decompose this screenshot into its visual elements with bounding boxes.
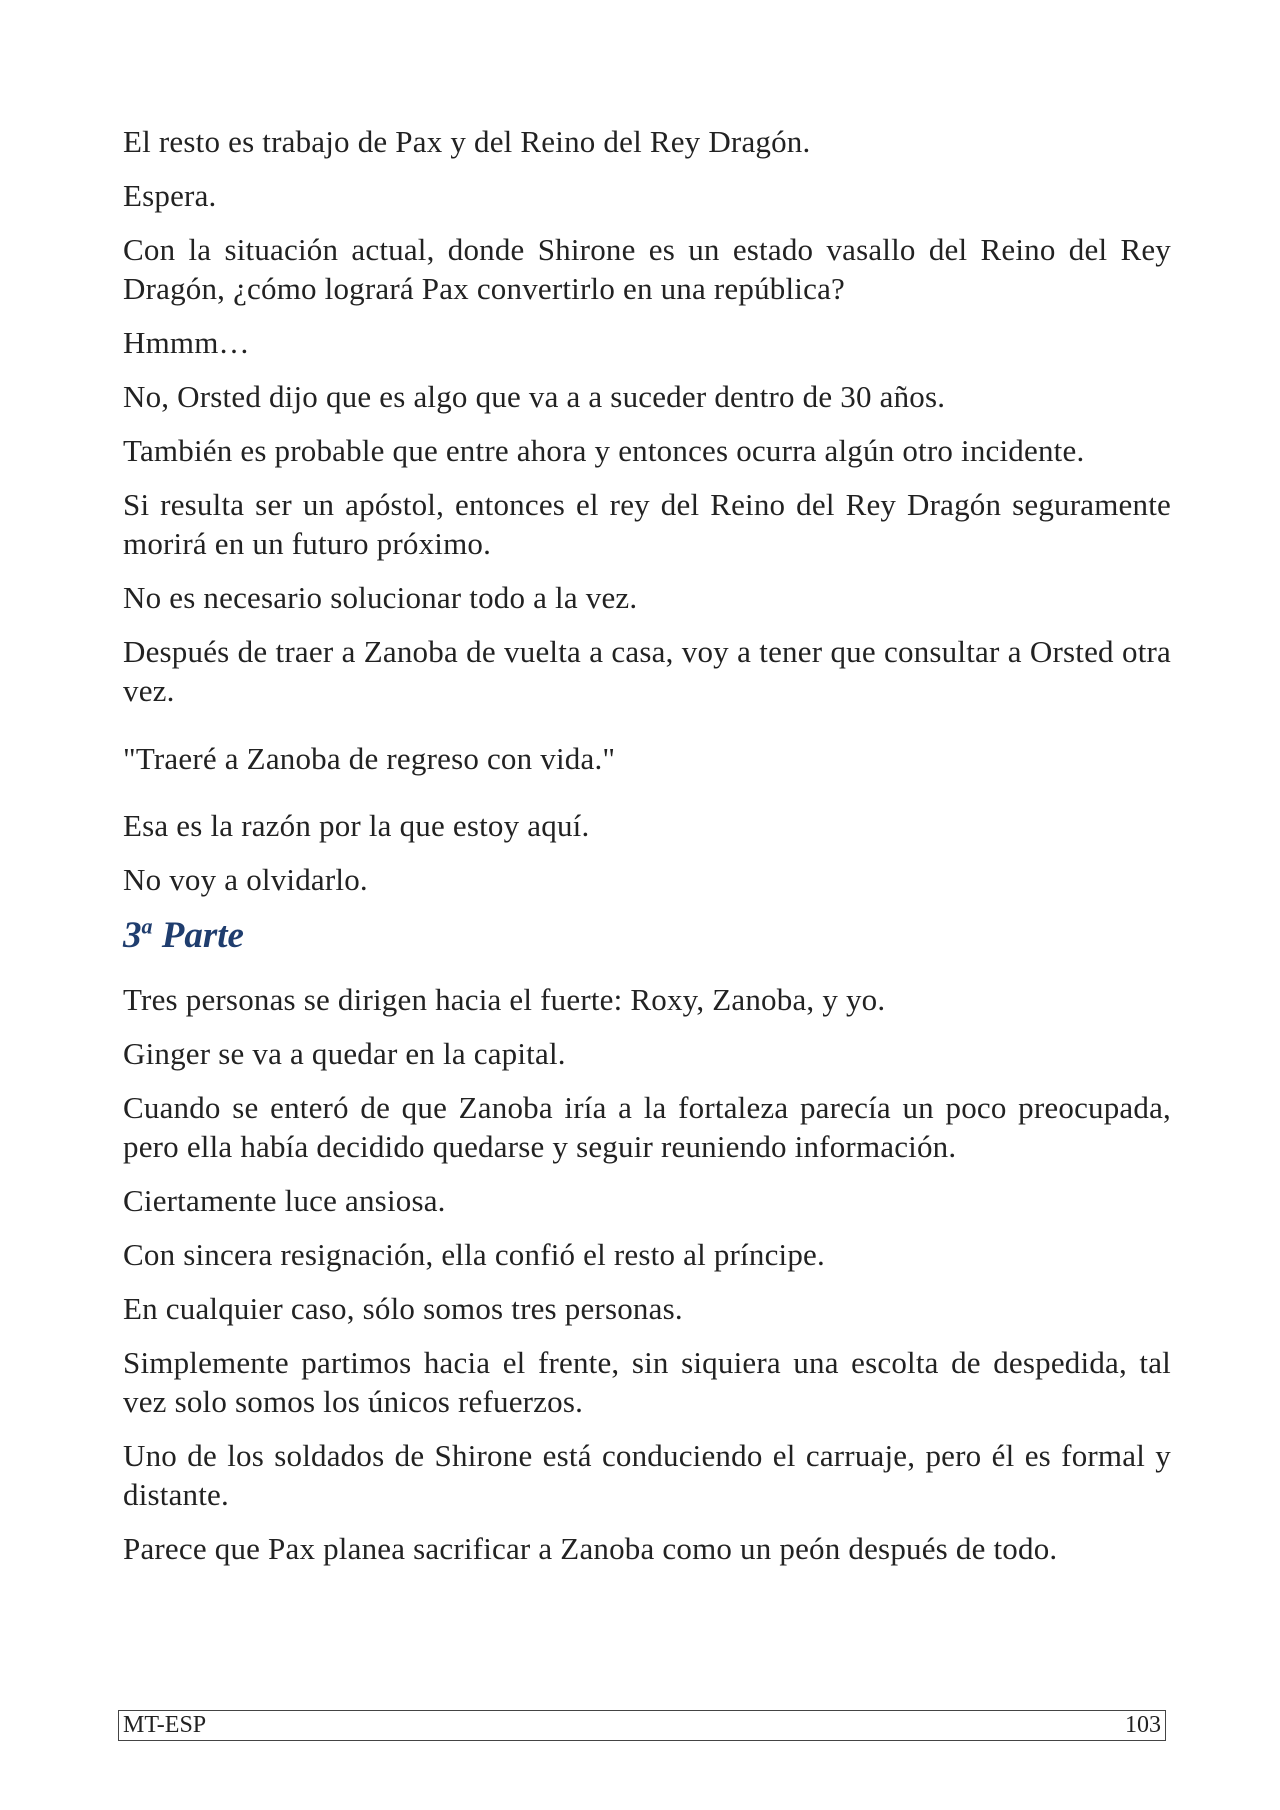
paragraph: Después de traer a Zanoba de vuelta a casa, voy a tener que consultar a Orsted otra vez. xyxy=(123,634,1171,708)
paragraph: Si resulta ser un apóstol, entonces el rey del Reino del Rey Dragón seguramente morirá en un futuro próximo. xyxy=(123,487,1171,561)
paragraph: Parece que Pax planea sacrificar a Zanoba como un peón después de todo. xyxy=(123,1531,1058,1566)
paragraph: Hmmm… xyxy=(123,325,250,360)
paragraph: Espera. xyxy=(123,178,217,213)
paragraph: Esa es la razón por la que estoy aquí. xyxy=(123,808,590,843)
paragraph: Ginger se va a quedar en la capital. xyxy=(123,1036,566,1071)
quoted-line: "Traeré a Zanoba de regreso con vida." xyxy=(123,741,616,776)
page-number: 103 xyxy=(1125,1712,1161,1738)
paragraph: Ciertamente luce ansiosa. xyxy=(123,1183,446,1218)
paragraph: En cualquier caso, sólo somos tres personas. xyxy=(123,1291,683,1326)
paragraph: Con sincera resignación, ella confió el resto al príncipe. xyxy=(123,1237,825,1272)
section-heading xyxy=(123,914,1171,958)
paragraph: Uno de los soldados de Shirone está conduciendo el carruaje, pero él es formal y distante. xyxy=(123,1438,1171,1512)
paragraph: Tres personas se dirigen hacia el fuerte: Roxy, Zanoba, y yo. xyxy=(123,982,886,1017)
paragraph: El resto es trabajo de Pax y del Reino del Rey Dragón. xyxy=(123,124,811,159)
paragraph: También es probable que entre ahora y entonces ocurra algún otro incidente. xyxy=(123,433,1085,468)
footer-label: MT-ESP xyxy=(123,1712,207,1738)
section-ordinal: a xyxy=(141,913,153,939)
page-footer xyxy=(118,1710,1166,1741)
paragraph: No es necesario solucionar todo a la vez. xyxy=(123,580,638,615)
page-body xyxy=(123,122,1171,1583)
paragraph: Cuando se enteró de que Zanoba iría a la fortaleza parecía un poco preocupada, pero ella había decidido quedarse y seguir reuniendo información. xyxy=(123,1090,1171,1164)
section-title: Parte xyxy=(161,915,244,956)
paragraph: No, Orsted dijo que es algo que va a a suceder dentro de 30 años. xyxy=(123,379,946,414)
paragraph: Simplemente partimos hacia el frente, sin siquiera una escolta de despedida, tal vez solo somos los únicos refuerzos. xyxy=(123,1345,1171,1419)
paragraph: No voy a olvidarlo. xyxy=(123,862,368,897)
paragraph: Con la situación actual, donde Shirone es un estado vasallo del Reino del Rey Dragón, ¿cómo logrará Pax convertirlo en una república? xyxy=(123,232,1171,306)
section-number: 3 xyxy=(123,915,142,956)
